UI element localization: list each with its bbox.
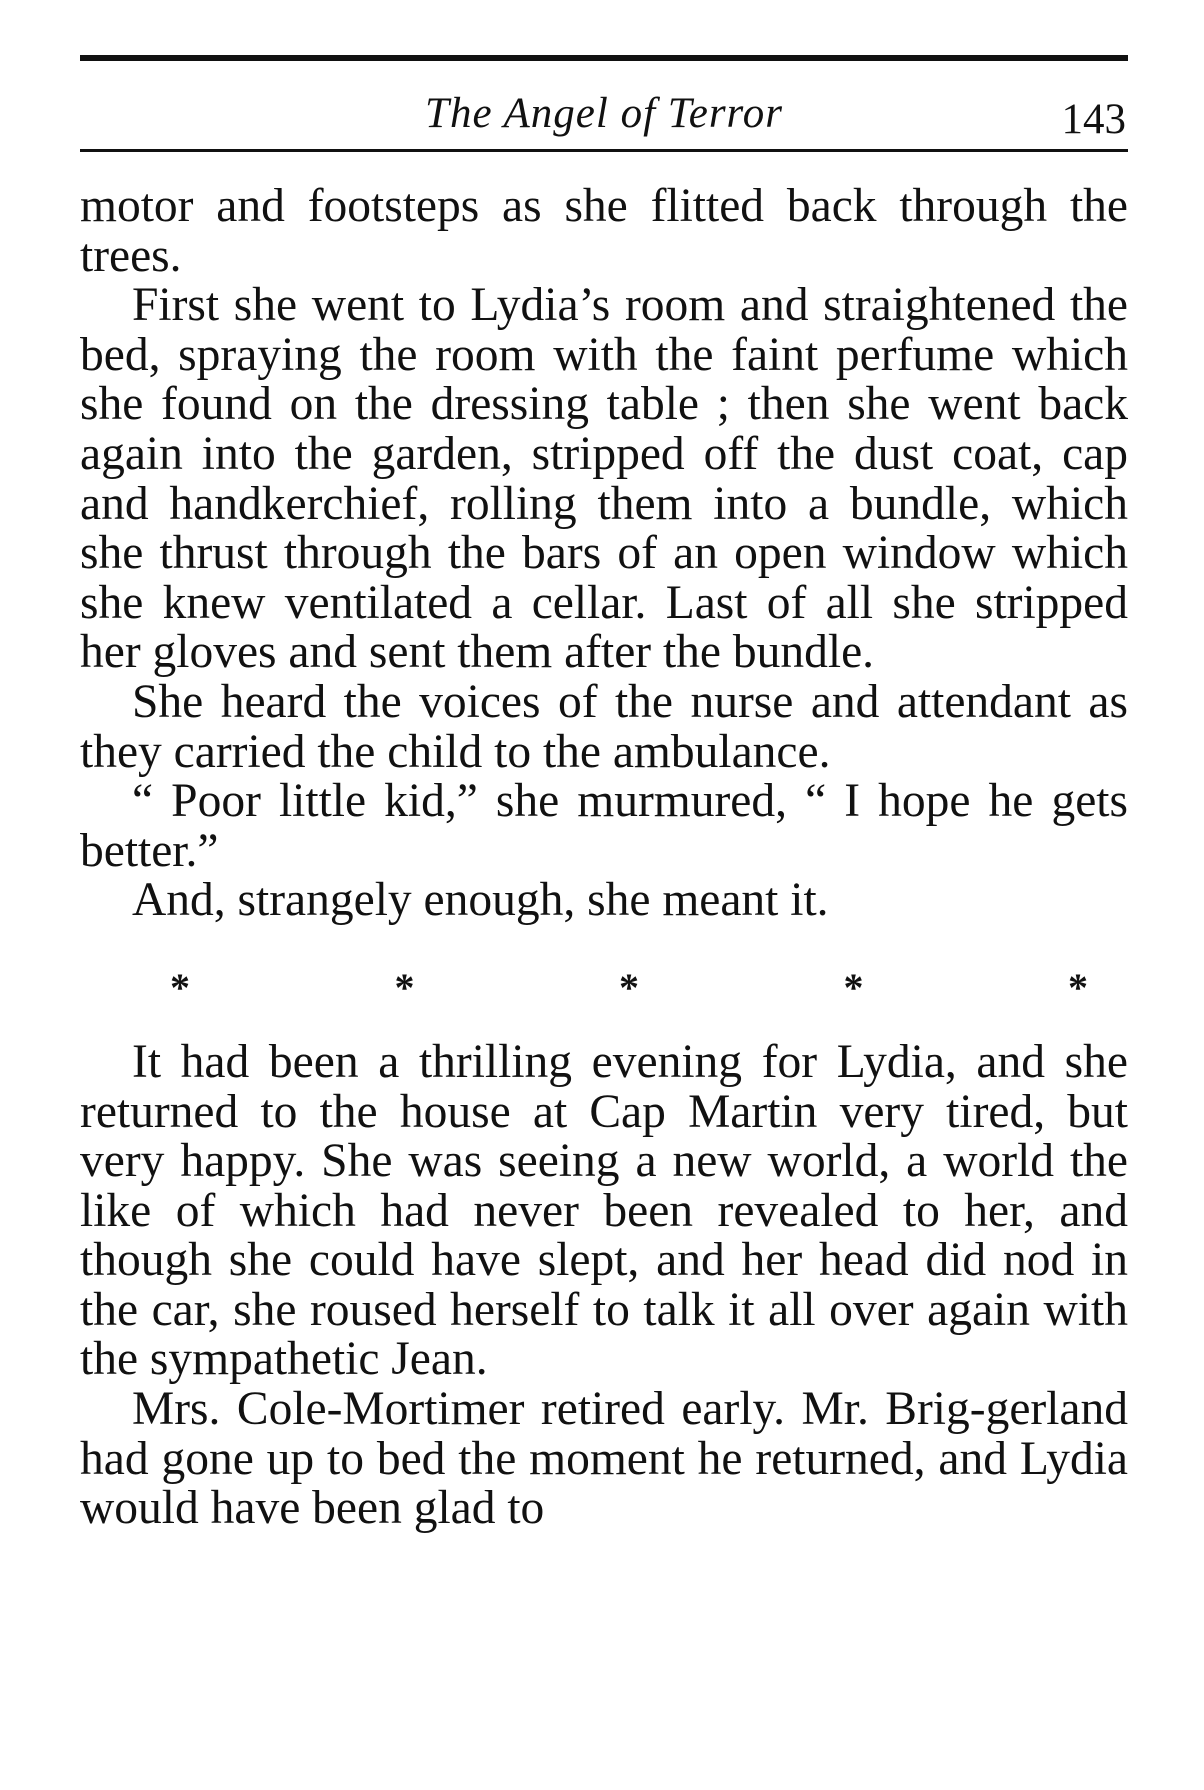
asterisk: * [619,965,639,1011]
paragraph: And, strangely enough, she meant it. [132,874,829,927]
asterisk: * [394,965,415,1011]
section-break [80,938,1128,1038]
asterisk: * [170,965,190,1011]
paragraph: “ Poor little kid,” she murmured, “ I hope he gets better.” [80,775,1128,877]
asterisk: * [843,965,864,1011]
body-text [80,182,1128,926]
book-page [80,55,1128,1534]
paragraph: Mrs. Cole-Mortimer retired early. Mr. Brig-gerland had gone up to bed the moment he returned, and Lydia would have been glad to [80,1383,1128,1535]
paragraph: First she went to Lydia’s room and straightened the bed, spraying the room with the faint perfume which she found on the dressing table ; then she went back again into the garden, stripped off the dust coat, cap and handkerchief, rolling them into a bundle, which she thrust through the bars of an open window which she knew ventilated a cellar. Last of all she stripped her gloves and sent them after the bundle. [80,279,1128,679]
paragraph: motor and footsteps as she flitted back through the trees. [80,180,1128,282]
running-head [80,61,1128,141]
page-number: 143 [1061,96,1126,143]
running-title: The Angel of Terror [425,90,783,137]
body-text-continued [80,1035,1128,1535]
paragraph: She heard the voices of the nurse and attendant as they carried the child to the ambulance. [80,675,1128,778]
asterisk: * [1068,965,1088,1011]
paragraph: It had been a thrilling evening for Lydia, and she returned to the house at Cap Martin very tired, but very happy. She was seeing a new world, a world the like of which had never been revealed to her, and though she could have slept, and her head did nod in the car, she roused herself to talk it all over again with the sympathetic Jean. [80,1035,1128,1386]
header-bottom-rule [80,149,1128,152]
